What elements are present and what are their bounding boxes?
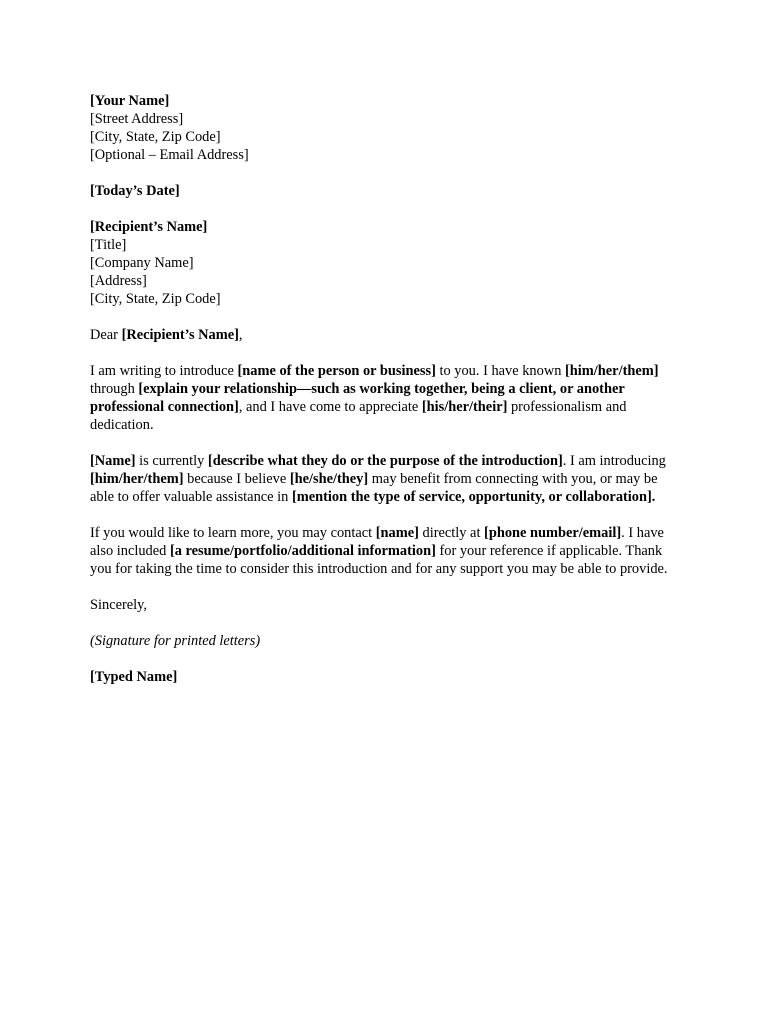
signature-note-text: (Signature for printed letters) (90, 633, 261, 649)
salutation-greeting: Dear (90, 327, 122, 343)
recipient-city: [City, State, Zip Code] (90, 291, 221, 307)
recipient-name: [Recipient’s Name] (90, 219, 208, 235)
salutation (90, 326, 668, 344)
p3-text-4: for your reference if applicable. Thank you for taking the time to consider this introduction and for any support you may be able to provide. (90, 543, 668, 577)
sender-name: [Your Name] (90, 93, 170, 109)
p3-text-1: If you would like to learn more, you may contact (90, 525, 376, 541)
sender-email: [Optional – Email Address] (90, 147, 249, 163)
sender-street: [Street Address] (90, 111, 184, 127)
typed-name (90, 668, 668, 686)
p3-bold-3: [a resume/portfolio/additional information] (169, 543, 436, 559)
p2-text-3: because I believe (183, 471, 290, 487)
p1-text-2: to you. I have known (435, 363, 566, 379)
p3-bold-1: [name] (375, 525, 419, 541)
p2-bold-3: [him/her/them] (90, 471, 184, 487)
letter-date: [Today’s Date] (90, 183, 180, 199)
p2-bold-2: [describe what they do or the purpose of the introduction] (207, 453, 563, 469)
p3-text-3: . I have also included (90, 525, 664, 559)
p2-bold-5: [mention the type of service, opportunity, or collaboration]. (291, 489, 656, 505)
p1-text-1: I am writing to introduce (90, 363, 238, 379)
paragraph-description (90, 452, 668, 506)
sender-block (90, 92, 668, 164)
typed-name-text: [Typed Name] (90, 669, 178, 685)
p2-text-4: may benefit from connecting with you, or may be able to offer valuable assistance in (90, 471, 658, 505)
recipient-address: [Address] (90, 273, 147, 289)
p2-text-1: is currently (135, 453, 208, 469)
p1-text-5: professionalism and dedication. (90, 399, 627, 433)
p1-bold-1: [name of the person or business] (237, 363, 436, 379)
p1-bold-3: [explain your relationship—such as working together, being a client, or another professional connection] (90, 381, 625, 415)
signature-note (90, 632, 668, 650)
p2-text-2: . I am introducing (562, 453, 666, 469)
recipient-title: [Title] (90, 237, 127, 253)
recipient-block (90, 218, 668, 308)
recipient-company: [Company Name] (90, 255, 194, 271)
paragraph-introduction (90, 362, 668, 434)
p3-bold-2: [phone number/email] (484, 525, 622, 541)
letter-body (90, 92, 668, 704)
closing: Sincerely, (90, 597, 148, 613)
salutation-name: [Recipient’s Name] (121, 327, 239, 343)
p1-text-4: , and I have come to appreciate (238, 399, 422, 415)
p1-bold-2: [him/her/them] (565, 363, 659, 379)
p2-bold-4: [he/she/they] (289, 471, 369, 487)
salutation-punct: , (238, 327, 243, 343)
p1-bold-4: [his/her/their] (421, 399, 508, 415)
paragraph-contact (90, 524, 668, 578)
p1-text-3: through (90, 381, 139, 397)
sender-city: [City, State, Zip Code] (90, 129, 221, 145)
p2-bold-1: [Name] (90, 453, 136, 469)
p3-text-2: directly at (418, 525, 485, 541)
date-block (90, 182, 668, 200)
